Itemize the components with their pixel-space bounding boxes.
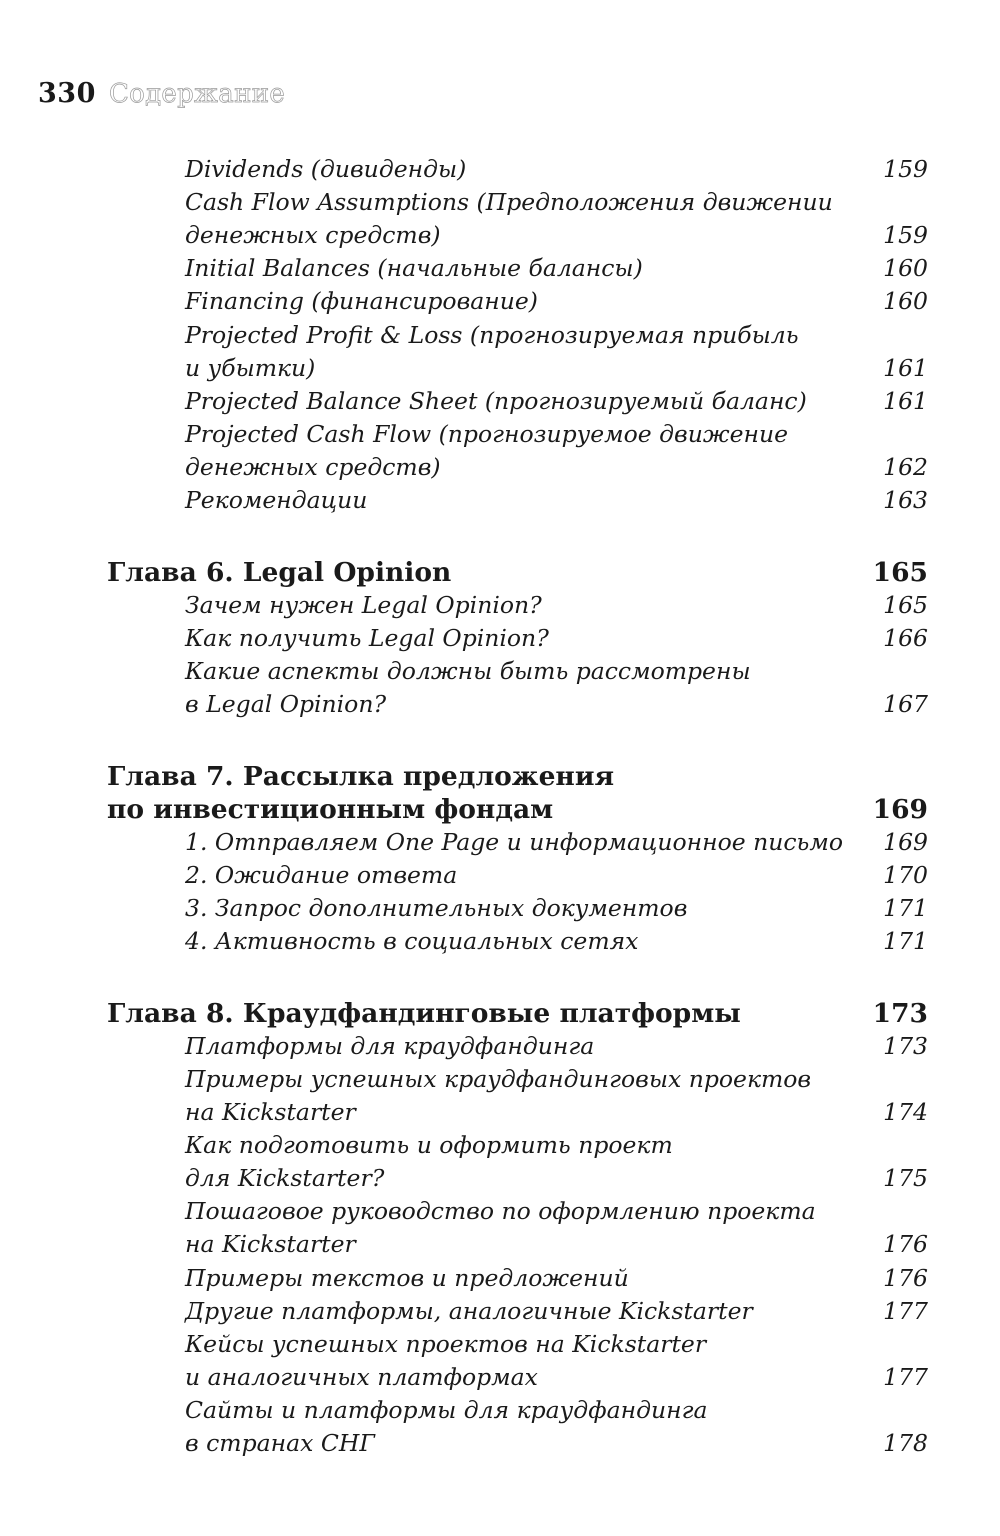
toc-entry-title: Платформы для краудфандинга: [185, 1031, 595, 1060]
toc-entry-page: 166: [883, 623, 928, 652]
toc-entry-title: Примеры текстов и предложений: [185, 1263, 629, 1292]
toc-entry-title: Projected Cash Flow (прогнозируемое движение: [185, 419, 789, 448]
toc-entry-page: 161: [883, 353, 928, 382]
toc-entry-title: 4. Активность в социальных сетях: [185, 927, 639, 956]
toc-entry-title: Пошаговое руководство по оформлению проекта: [185, 1197, 816, 1226]
running-title: Содержание: [108, 79, 286, 109]
toc-entry-title: Другие платформы, аналогичные Kickstarter: [185, 1296, 753, 1325]
toc-entry-title: 1. Отправляем One Page и информационное письмо: [185, 827, 843, 856]
toc-entry-page: 171: [883, 894, 928, 922]
toc-entry-title: денежных средств): [185, 221, 441, 250]
toc-entry-title: для Kickstarter?: [185, 1164, 385, 1193]
toc-entry-title: Рекомендации: [185, 486, 368, 514]
toc-entry-page: 167: [883, 690, 928, 718]
toc-entry-page: 170: [883, 860, 928, 889]
toc-entry-page: 163: [883, 486, 928, 514]
toc-entry-title: Initial Balances (начальные балансы): [185, 254, 643, 283]
toc-entry-page: 162: [883, 452, 928, 481]
chapter-title: Глава 8. Краудфандинговые платформы: [107, 997, 741, 1029]
toc-entry-title: на Kickstarter: [185, 1230, 356, 1259]
toc-entry-title: Кейсы успешных проектов на Kickstarter: [185, 1329, 707, 1358]
toc-entry-title: Cash Flow Assumptions (Предположения движении: [185, 188, 833, 217]
toc-entry-title: в Legal Opinion?: [185, 690, 387, 718]
toc-entry-title: денежных средств): [185, 452, 441, 481]
toc-entry-page: 160: [883, 287, 928, 316]
toc-entry-title: Как подготовить и оформить проект: [185, 1131, 673, 1160]
toc-entry-page: 171: [883, 927, 928, 956]
toc-entry-title: Зачем нужен Legal Opinion?: [185, 590, 542, 619]
chapter-title: Глава 6. Legal Opinion: [107, 556, 452, 588]
toc-entry-title: и аналогичных платформах: [185, 1362, 538, 1391]
toc-entry-page: 177: [883, 1296, 928, 1325]
toc-entry-title: Projected Balance Sheet (прогнозируемый баланс): [185, 386, 807, 415]
toc-entry-page: 165: [883, 590, 928, 619]
chapter-page: 165: [872, 556, 928, 588]
toc-entry-page: 176: [883, 1263, 928, 1292]
toc-entry-page: 178: [883, 1429, 928, 1457]
toc-entry-page: 173: [883, 1031, 928, 1060]
chapter-title: по инвестиционным фондам: [107, 793, 554, 825]
toc-entry-page: 159: [883, 155, 928, 183]
toc-entry-page: 169: [883, 827, 928, 856]
page-number: 330: [38, 78, 96, 109]
running-header: [38, 78, 285, 109]
toc-entry-title: 3. Запрос дополнительных документов: [185, 894, 688, 922]
toc-entry-page: 174: [883, 1098, 928, 1126]
toc-entry-title: в странах СНГ: [185, 1429, 375, 1457]
chapter-title: Глава 7. Рассылка предложения: [107, 760, 615, 792]
toc-entry-title: 2. Ожидание ответа: [185, 860, 458, 889]
toc-entry-title: на Kickstarter: [185, 1098, 356, 1126]
chapter-page: 173: [872, 997, 928, 1029]
toc-entry-title: Какие аспекты должны быть рассмотрены: [185, 656, 751, 685]
toc-entry-title: Financing (финансирование): [185, 287, 538, 316]
toc-entry-title: Сайты и платформы для краудфандинга: [185, 1395, 708, 1424]
toc-entry-page: 160: [883, 254, 928, 283]
toc-entry-title: Как получить Legal Opinion?: [185, 623, 549, 652]
toc-entry-page: 176: [883, 1230, 928, 1259]
chapter-page: 169: [872, 793, 928, 825]
toc-entry-page: 161: [883, 386, 928, 415]
toc-entry-title: Dividends (дивиденды): [185, 155, 467, 183]
toc-entry-title: и убытки): [185, 353, 316, 382]
toc-entry-title: Projected Profit & Loss (прогнозируемая прибыль: [185, 320, 799, 349]
toc-entry-page: 175: [883, 1164, 928, 1193]
toc-entry-title: Примеры успешных краудфандинговых проектов: [185, 1064, 812, 1093]
toc-entry-page: 159: [883, 221, 928, 250]
toc-entry-page: 177: [883, 1362, 928, 1391]
